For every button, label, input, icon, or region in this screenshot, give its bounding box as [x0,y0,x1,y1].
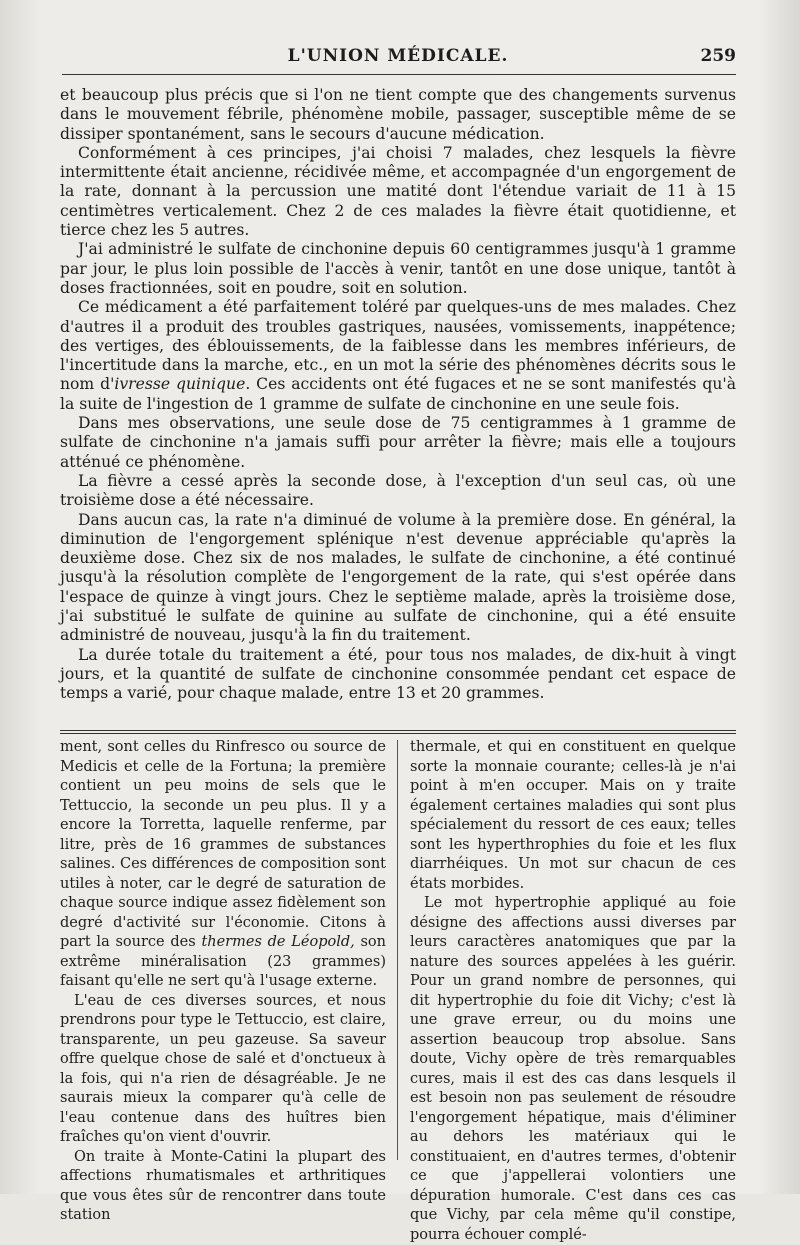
paragraph: La fièvre a cessé après la seconde dose, à l'exception d'un seul cas, où une troisième dose a été nécessaire. [60,471,736,510]
left-column [60,738,386,1226]
main-article-text [60,86,736,704]
section-divider [60,730,736,734]
header-rule [62,74,736,75]
paragraph [60,738,386,992]
paragraph: La durée totale du traitement a été, pour tous nos malades, de dix-huit à vingt jours, et la quantité de sulfate de cinchonine consommée pendant cet espace de temps a varié, pour chaque malade, entre 13 et 20 grammes. [60,645,736,703]
paragraph: J'ai administré le sulfate de cinchonine depuis 60 centigrammes jusqu'à 1 gramme par jour, le plus loin possible de l'accès à venir, tantôt en une dose unique, tantôt à doses fractionnées, soit en poudre, soit en solution. [60,240,736,297]
paragraph-text: Ce médicament a été parfaitement toléré par quelques-uns de mes malades. Chez d'autres il a produit des troubles gastriques, nausées, vomissements, inappétence; des vertiges, des éblouissements, de la faiblesse dans les membres inférieurs, de l'incertitude dans la marche, etc., en un mot la série des phénomènes décrits sous le nom d' [60,298,736,394]
italic-term: ivresse quinique [114,375,246,394]
paragraph: thermale, et qui en constituent en quelque sorte la monnaie courante; celles-là je n'ai point à m'en occuper. Mais on y traite également certaines maladies qui sont plus spécialement du ressort de ces eaux; telles sont les hyperthrophies du foie et les flux diarrhéiques. Un mot sur chacun de ces états morbides. [410,739,736,892]
paragraph: L'eau de ces diverses sources, et nous prendrons pour type le Tettuccio, est claire, transparente, un peu gazeuse. Sa saveur offre quelque chose de salé et d'onctueux à la fois, qui n'a rien de désagréable. Je ne saurais mieux la comparer qu'à celle de l'eau contenue dans des huîtres bien fraîches qu'on vient d'ouvrir. [60,992,386,1145]
paragraph: Conformément à ces principes, j'ai choisi 7 malades, chez lesquels la fièvre intermittente était ancienne, récidivée même, et accompagnée d'un engorgement de la rate, donnant à la percussion une matité dont l'étendue variait de 11 à 15 centimètres verticalement. Chez 2 de ces malades la fièvre était quotidienne, et tierce chez les 5 autres. [60,143,736,240]
paragraph: Dans mes observations, une seule dose de 75 centigrammes à 1 gramme de sulfate de cinchonine n'a jamais suffi pour arrêter la fièvre; mais elle a toujours atténué ce phénomène. [60,414,736,471]
paragraph [60,298,736,414]
paragraph: On traite à Monte-Catini la plupart des affections rhumatismales et arthritiques que vous êtes sûr de rencontrer dans toute station [60,1148,386,1223]
paragraph: Le mot hypertrophie appliqué au foie désigne des affections aussi diverses par leurs caractères anatomiques que par la nature des sources appelées à les guérir. Pour un grand nombre de personnes, qui dit hypertrophie du foie dit Vichy; c'est là une grave erreur, ou du moins une assertion beaucoup trop absolue. Sans doute, Vichy opère de très remarquables cures, mais il est des cas dans lesquels il est besoin non pas seulement de résoudre l'engorgement hépatique, mais d'éliminer au dehors les matériaux qui le constituaient, en d'autres termes, d'obtenir ce que j'appellerai volontiers une dépuration humorale. C'est dans ces cas que Vichy, par cela même qu'il constipe, pourra échouer complé- [410,895,736,1243]
paragraph-text: son extrême minéralisation (23 grammes) faisant qu'elle ne sert qu'à l'usage externe. [60,934,386,989]
paragraph-text: . Ces accidents ont été fugaces et ne se sont manifestés qu'à la suite de l'ingestion de 1 gramme de sulfate de cinchonine en une seule fois. [60,375,736,413]
italic-term: thermes de Léopold, [201,934,355,950]
paragraph: Dans aucun cas, la rate n'a diminué de volume à la première dose. En général, la diminution de l'engorgement splénique n'est devenue appréciable qu'après la deuxième dose. Chez six de nos malades, le sulfate de cinchonine, a été continué jusqu'à la résolution complète de l'engorgement de la rate, qui s'est opérée dans l'espace de quinze à vingt jours. Chez le septième malade, après la troisième dose, j'ai substitué le sulfate de quinine au sulfate de cinchonine, qui a été ensuite administré de nouveau, jusqu'à la fin du traitement. [60,510,736,645]
right-column [410,738,736,1245]
column-rule [397,740,398,1160]
paragraph: et beaucoup plus précis que si l'on ne tient compte que des changements survenus dans le mouvement fébrile, phénomène mobile, passager, susceptible même de se dissiper spontanément, sans le secours d'aucune médication. [60,86,736,143]
page-header [60,42,736,72]
page-number: 259 [700,46,736,66]
paragraph-text: ment, sont celles du Rinfresco ou source de Medicis et celle de la Fortuna; la première contient un peu moins de sels que le Tettuccio, la seconde un peu plus. Il y a encore la Torretta, laquelle renferme, par litre, près de 16 grammes de substances salines. Ces différences de composition sont utiles à noter, car le degré de saturation de chaque source indique assez fidèlement son degré d'activité sur l'économie. Citons à part la source des [60,739,386,950]
journal-title: L'UNION MÉDICALE. [287,46,509,66]
